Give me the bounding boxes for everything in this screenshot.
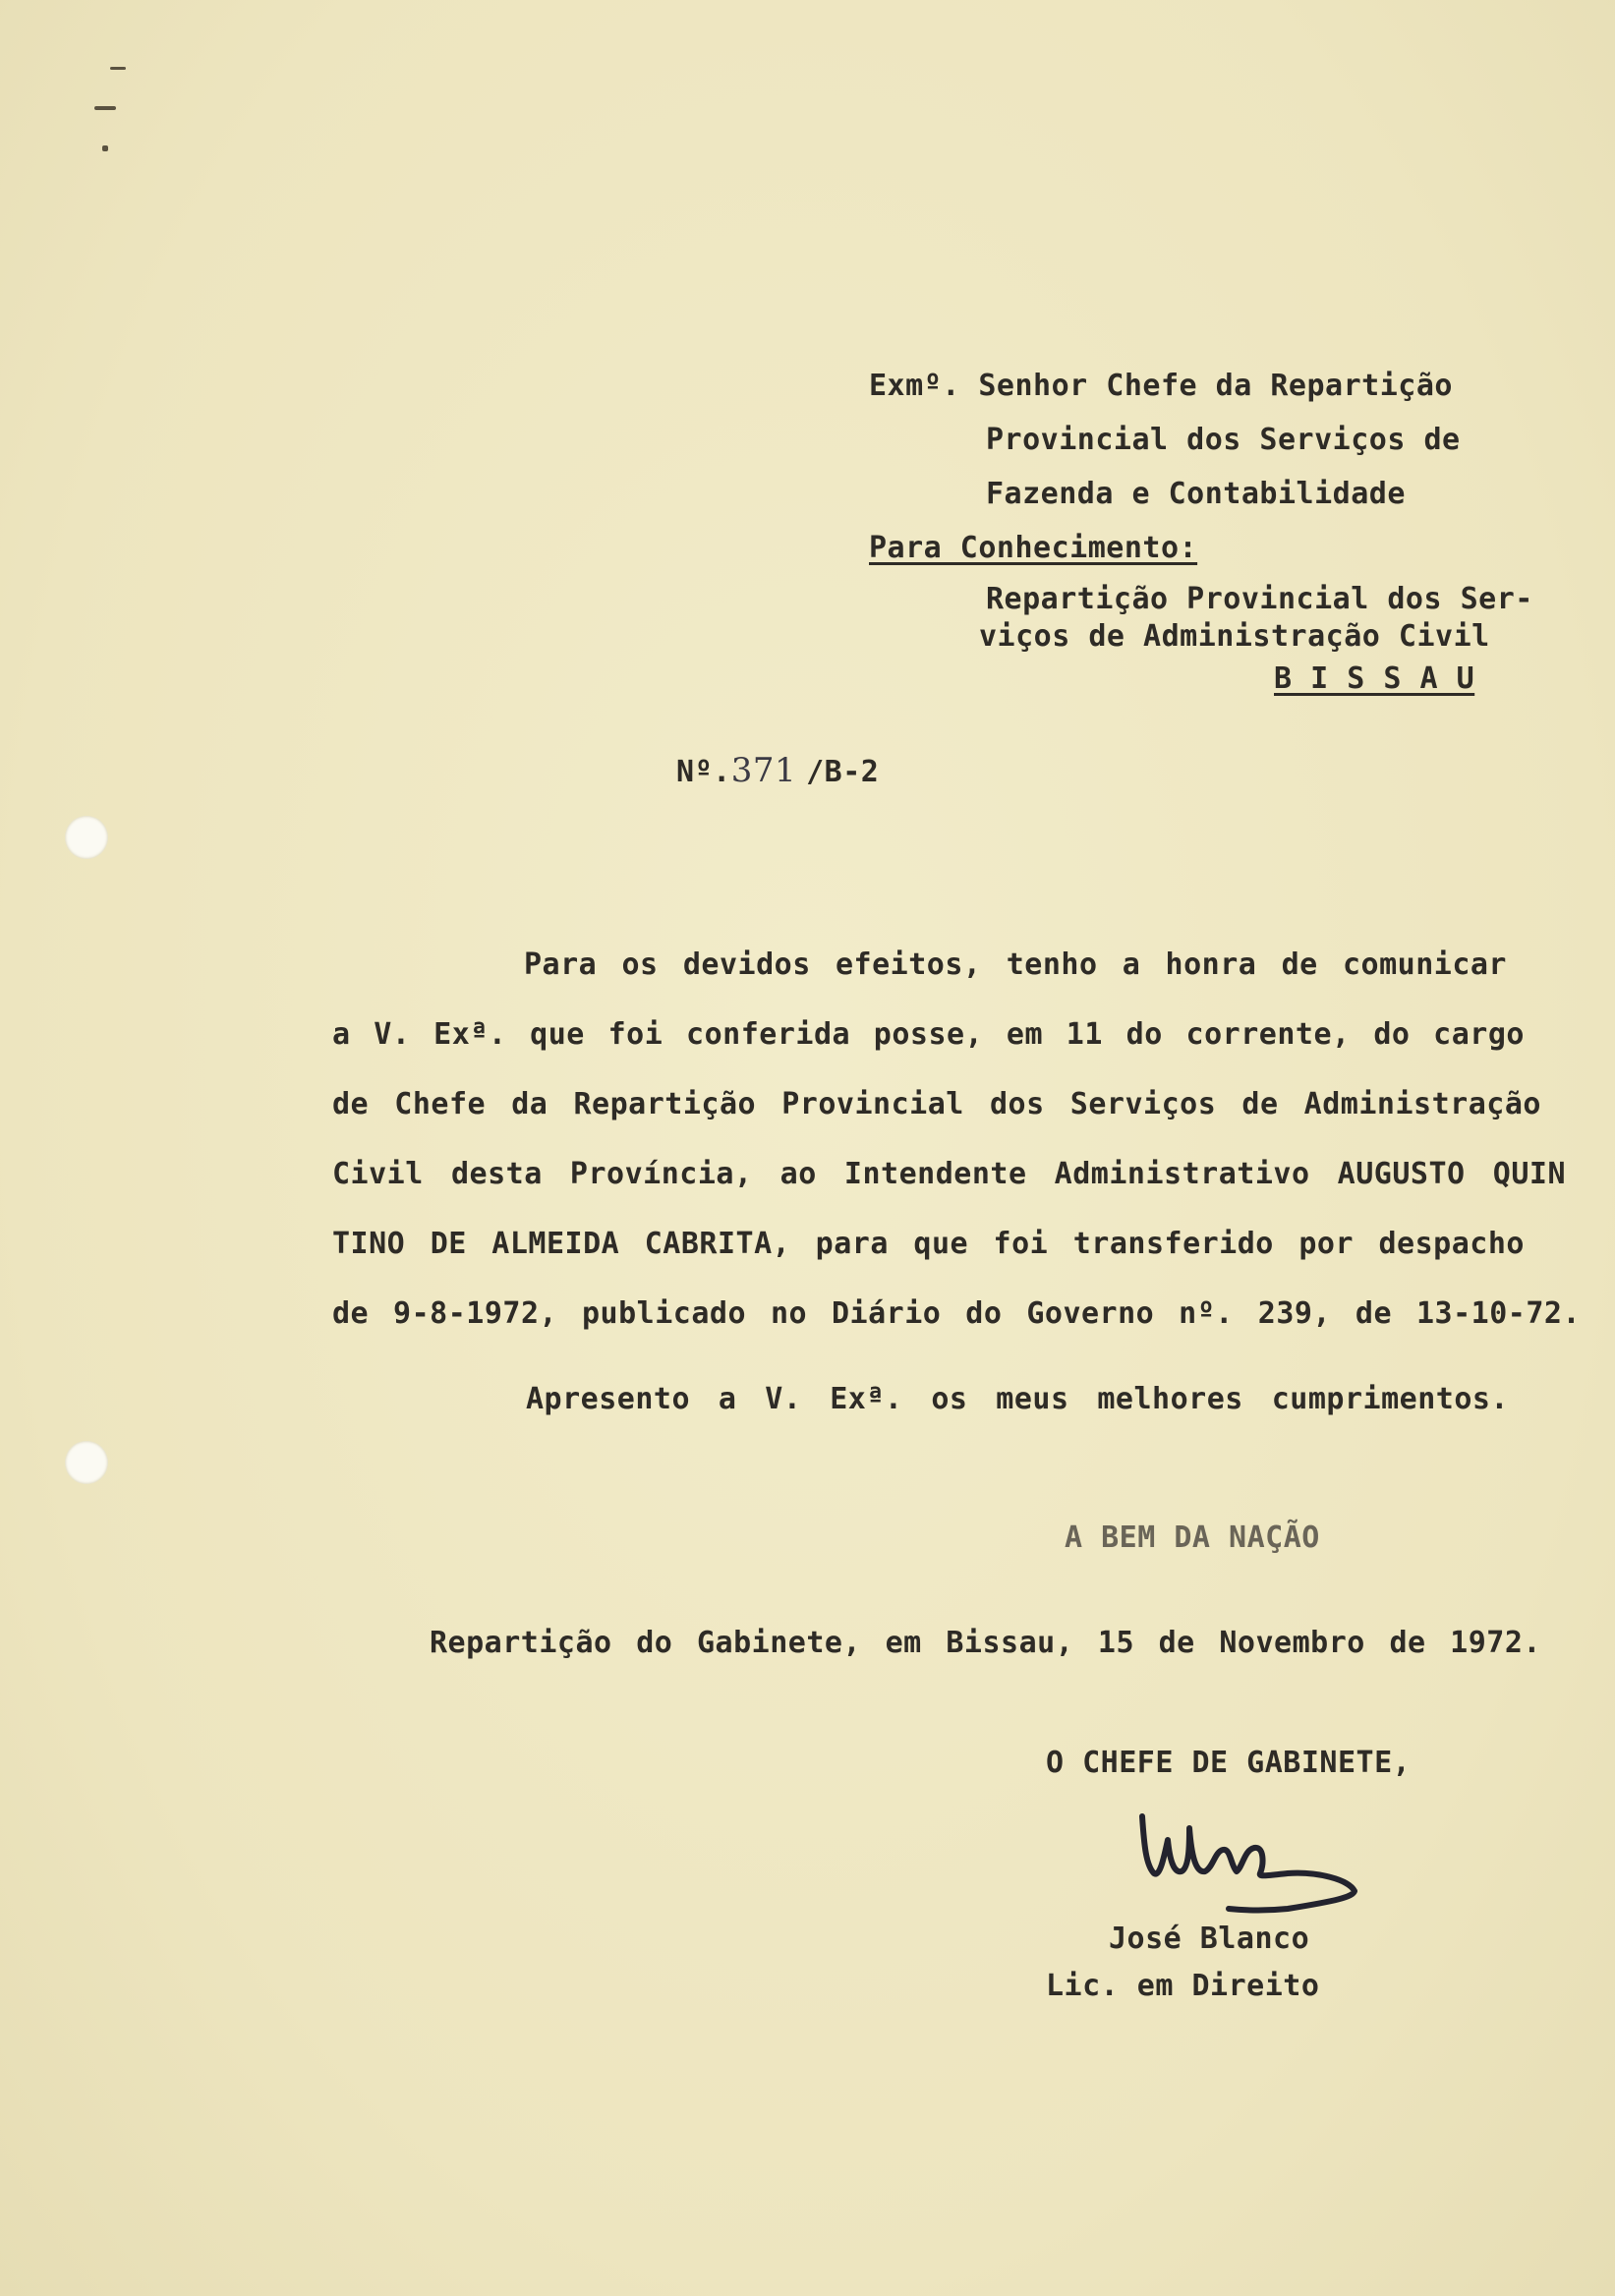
- signer-title: O CHEFE DE GABINETE,: [1046, 1746, 1412, 1780]
- address-line-5: viços de Administração Civil: [979, 619, 1490, 654]
- address-line-3: Fazenda e Contabilidade: [986, 477, 1406, 511]
- body-line-4: Civil desta Província, ao Intendente Administrativo AUGUSTO QUIN: [332, 1157, 1566, 1191]
- place-date: Repartição do Gabinete, em Bissau, 15 de Novembro de 1972.: [430, 1626, 1541, 1660]
- body-line-7: Apresento a V. Exª. os meus melhores cumprimentos.: [526, 1382, 1509, 1416]
- address-city: B I S S A U: [1274, 661, 1475, 696]
- address-line-1: Exmº. Senhor Chefe da Repartição: [869, 369, 1453, 403]
- reference-prefix: Nº.: [676, 755, 731, 789]
- body-line-3: de Chefe da Repartição Provincial dos Serviços de Administração: [332, 1087, 1541, 1121]
- reference-number-handwritten: 371: [730, 751, 797, 790]
- signer-name: José Blanco: [1109, 1922, 1310, 1956]
- punch-hole-bottom: [65, 1441, 108, 1484]
- address-line-4: Repartição Provincial dos Ser-: [986, 582, 1533, 616]
- body-line-1: Para os devidos efeitos, tenho a honra de comunicar: [524, 947, 1507, 982]
- ink-speck: [110, 67, 126, 70]
- motto: A BEM DA NAÇÃO: [1065, 1521, 1320, 1555]
- body-line-2: a V. Exª. que foi conferida posse, em 11 do corrente, do cargo: [332, 1017, 1525, 1052]
- reference-suffix: /B-2: [806, 755, 880, 789]
- reference-number: [676, 751, 879, 790]
- signature-stroke: [1142, 1816, 1355, 1911]
- address-line-2: Provincial dos Serviços de: [986, 423, 1461, 457]
- body-line-5: TINO DE ALMEIDA CABRITA, para que foi transferido por despacho: [332, 1227, 1525, 1261]
- punch-hole-top: [65, 816, 108, 859]
- ink-speck: [94, 106, 116, 110]
- body-line-6: de 9-8-1972, publicado no Diário do Governo nº. 239, de 13-10-72.: [332, 1296, 1581, 1331]
- ink-speck: [102, 145, 108, 151]
- signer-degree: Lic. em Direito: [1046, 1969, 1320, 2003]
- para-conhecimento-label: Para Conhecimento:: [869, 531, 1198, 565]
- signature: [1121, 1789, 1376, 1917]
